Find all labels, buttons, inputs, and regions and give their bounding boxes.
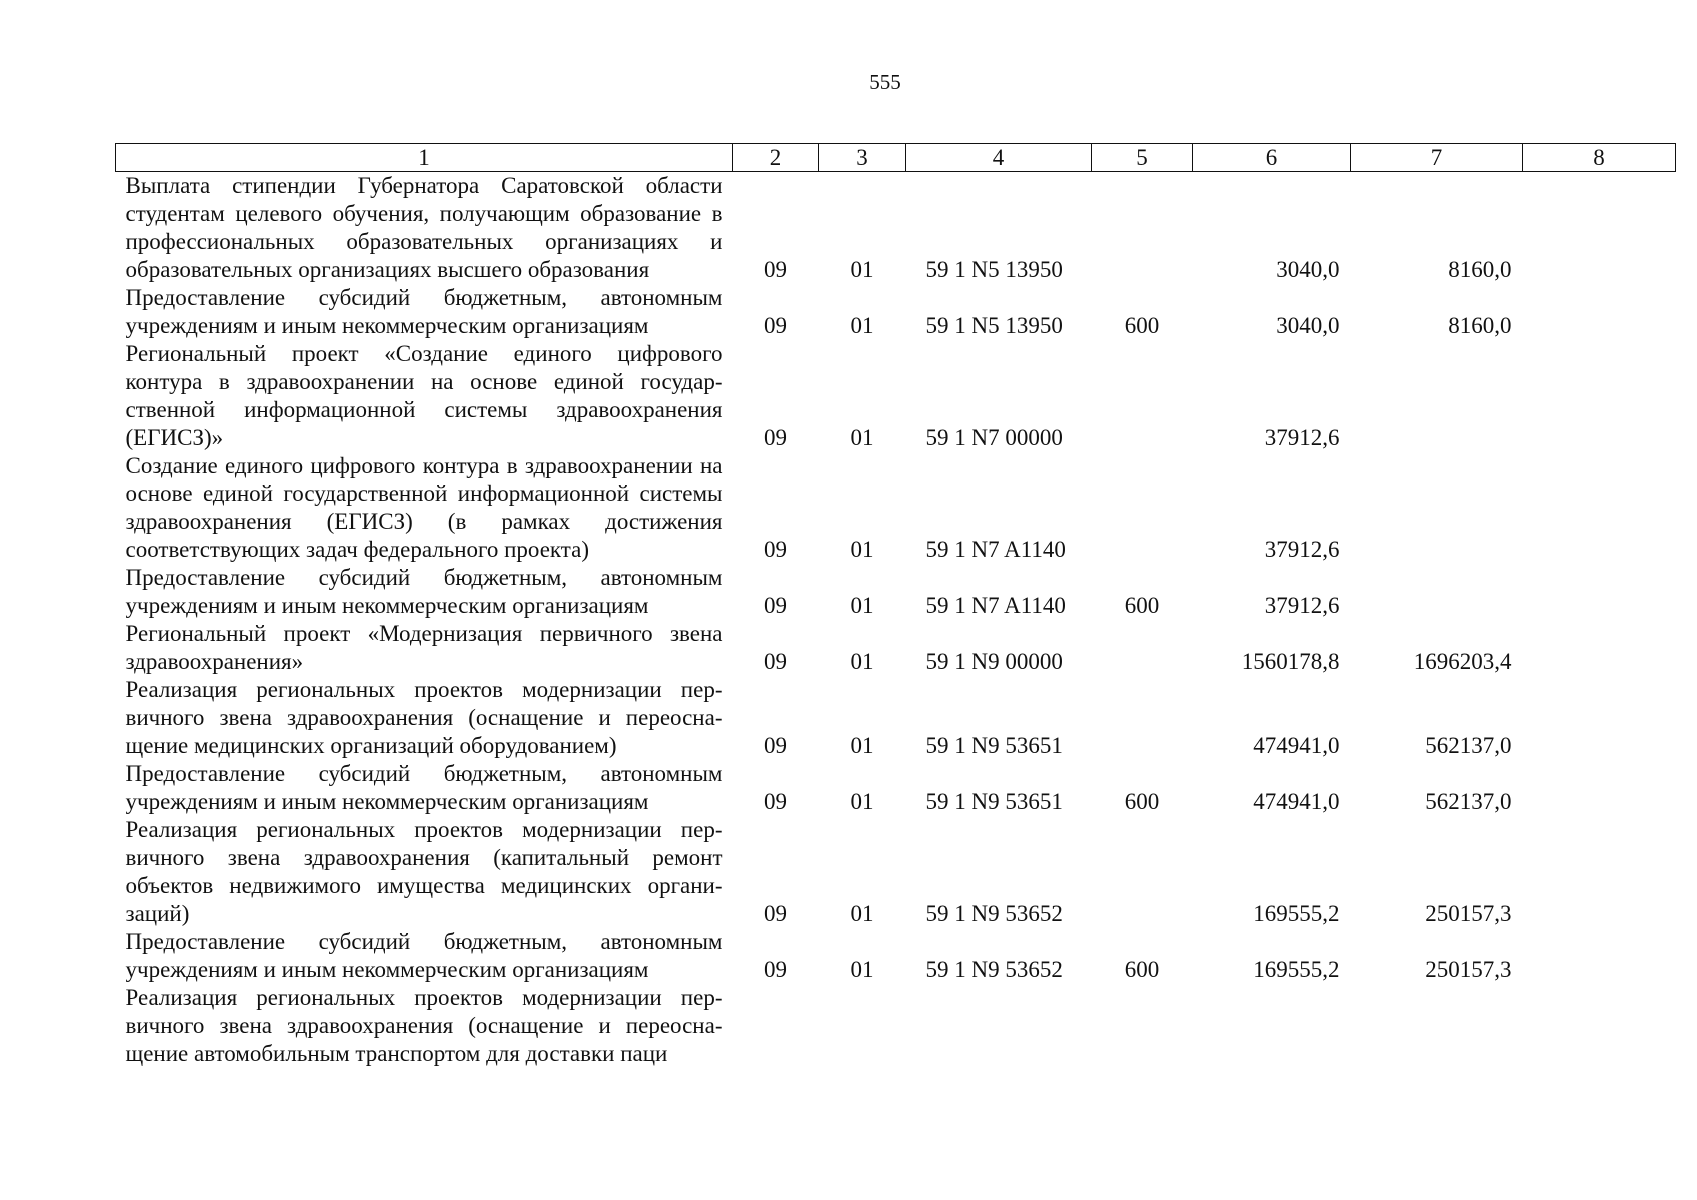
cell-description: Региональный проект «Создание единого цифрового контура в здравоохранении на основе единой государственной информационной системы здравоохранения (ЕГИСЗ)» <box>125 341 723 450</box>
cell-description: Реализация региональных проектов модернизации первичного звена здравоохранения (оснащение и переоснащение автомобильным транспортом для доставки паци <box>125 985 723 1066</box>
cell-target-code: 59 1 N7 00000 <box>925 425 1063 450</box>
cell-amount-year1: 169555,2 <box>1253 957 1340 982</box>
table-row <box>116 984 1676 1068</box>
cell-section: 09 <box>764 425 787 450</box>
cell-amount-year1: 3040,0 <box>1276 257 1340 282</box>
table-row <box>116 564 1676 620</box>
cell-description: Предоставление субсидий бюджетным, автономным учреждениям и иным некоммерческим организациям <box>125 285 723 338</box>
cell-amount-year2: 8160,0 <box>1448 257 1512 282</box>
table-row <box>116 340 1676 452</box>
cell-amount-year2 <box>1351 452 1523 564</box>
cell-description: Создание единого цифрового контура в здравоохранении на основе единой государственной информационной системы здравоохранения (ЕГИСЗ) (в рамках достижения соответствующих задач федерального проекта) <box>125 453 723 562</box>
cell-section: 09 <box>764 789 787 814</box>
cell-section: 09 <box>764 313 787 338</box>
table-row <box>116 284 1676 340</box>
cell-amount-year3 <box>1523 284 1676 340</box>
header-col-2: 2 <box>733 144 819 172</box>
cell-description: Реализация региональных проектов модернизации первичного звена здравоохранения (капитальный ремонт объектов недвижимого имущества медицинских организаций) <box>125 817 723 926</box>
cell-target-code: 59 1 N9 53652 <box>925 901 1063 926</box>
cell-description: Выплата стипендии Губернатора Саратовской области студентам целевого обучения, получающим образование в профессиональных образовательных организациях и образовательных организациях высшего образования <box>125 173 723 282</box>
cell-amount-year1: 37912,6 <box>1264 425 1340 450</box>
cell-amount-year3 <box>1523 928 1676 984</box>
cell-section: 09 <box>764 649 787 674</box>
table-row <box>116 760 1676 816</box>
cell-expense-type: 600 <box>1124 593 1160 618</box>
cell-description: Региональный проект «Модернизация первичного звена здравоохранения» <box>125 621 723 674</box>
cell-amount-year3 <box>1523 984 1676 1068</box>
cell-expense-type: 600 <box>1124 789 1160 814</box>
cell-amount-year2 <box>1351 340 1523 452</box>
header-row <box>116 144 1676 172</box>
cell-description: Реализация региональных проектов модернизации первичного звена здравоохранения (оснащение и переоснащение медицинских организаций оборудованием) <box>125 677 723 758</box>
cell-subsection: 01 <box>850 789 874 814</box>
cell-amount-year3 <box>1523 340 1676 452</box>
cell-section: 09 <box>764 257 787 282</box>
cell-subsection: 01 <box>850 425 874 450</box>
cell-target-code: 59 1 N9 00000 <box>925 649 1063 674</box>
header-col-6: 6 <box>1193 144 1351 172</box>
cell-subsection <box>819 984 906 1068</box>
header-col-5: 5 <box>1092 144 1193 172</box>
cell-subsection: 01 <box>850 537 874 562</box>
cell-target-code: 59 1 N5 13950 <box>925 257 1063 282</box>
cell-expense-type <box>1092 620 1193 676</box>
cell-amount-year1: 3040,0 <box>1276 313 1340 338</box>
cell-section: 09 <box>764 901 787 926</box>
cell-amount-year3 <box>1523 620 1676 676</box>
cell-subsection: 01 <box>850 649 874 674</box>
cell-description: Предоставление субсидий бюджетным, автономным учреждениям и иным некоммерческим организациям <box>125 565 723 618</box>
page-number: 555 <box>869 70 901 94</box>
table-row <box>116 172 1676 285</box>
cell-amount-year2: 1696203,4 <box>1413 649 1512 674</box>
budget-table <box>115 143 1676 1068</box>
header-col-7: 7 <box>1351 144 1523 172</box>
cell-expense-type <box>1092 676 1193 760</box>
cell-expense-type <box>1092 172 1193 285</box>
cell-expense-type <box>1092 340 1193 452</box>
cell-amount-year2: 250157,3 <box>1425 957 1512 982</box>
cell-expense-type <box>1092 816 1193 928</box>
header-col-1: 1 <box>116 144 733 172</box>
cell-subsection: 01 <box>850 901 874 926</box>
cell-amount-year1: 1560178,8 <box>1241 649 1340 674</box>
table-row <box>116 928 1676 984</box>
cell-expense-type: 600 <box>1124 957 1160 982</box>
cell-amount-year3 <box>1523 564 1676 620</box>
cell-amount-year1 <box>1193 984 1351 1068</box>
table-row <box>116 452 1676 564</box>
cell-subsection: 01 <box>850 257 874 282</box>
cell-target-code: 59 1 N5 13950 <box>925 313 1063 338</box>
cell-expense-type <box>1092 452 1193 564</box>
cell-amount-year1: 37912,6 <box>1264 593 1340 618</box>
cell-amount-year1: 169555,2 <box>1253 901 1340 926</box>
cell-amount-year2 <box>1351 984 1523 1068</box>
cell-amount-year3 <box>1523 172 1676 285</box>
cell-section: 09 <box>764 957 787 982</box>
cell-section <box>733 984 819 1068</box>
table-row <box>116 620 1676 676</box>
cell-amount-year3 <box>1523 452 1676 564</box>
cell-target-code: 59 1 N7 A1140 <box>925 593 1066 618</box>
cell-amount-year3 <box>1523 816 1676 928</box>
table-row <box>116 816 1676 928</box>
cell-target-code <box>906 984 1092 1068</box>
cell-amount-year3 <box>1523 760 1676 816</box>
header-col-4: 4 <box>906 144 1092 172</box>
header-col-8: 8 <box>1523 144 1676 172</box>
table-header <box>116 144 1676 172</box>
cell-amount-year1: 474941,0 <box>1253 733 1340 758</box>
cell-subsection: 01 <box>850 733 874 758</box>
cell-target-code: 59 1 N9 53652 <box>925 957 1063 982</box>
cell-amount-year1: 474941,0 <box>1253 789 1340 814</box>
cell-target-code: 59 1 N9 53651 <box>925 789 1063 814</box>
cell-section: 09 <box>764 593 787 618</box>
cell-section: 09 <box>764 733 787 758</box>
cell-expense-type <box>1092 984 1193 1068</box>
table-body <box>116 172 1676 1069</box>
header-col-3: 3 <box>819 144 906 172</box>
cell-subsection: 01 <box>850 957 874 982</box>
cell-target-code: 59 1 N9 53651 <box>925 733 1063 758</box>
cell-amount-year2: 250157,3 <box>1425 901 1512 926</box>
cell-amount-year2: 8160,0 <box>1448 313 1512 338</box>
cell-amount-year2 <box>1351 564 1523 620</box>
cell-expense-type: 600 <box>1124 313 1160 338</box>
table-row <box>116 676 1676 760</box>
cell-amount-year2: 562137,0 <box>1425 733 1512 758</box>
cell-description: Предоставление субсидий бюджетным, автономным учреждениям и иным некоммерческим организациям <box>125 929 723 982</box>
cell-target-code: 59 1 N7 A1140 <box>925 537 1066 562</box>
cell-subsection: 01 <box>850 593 874 618</box>
cell-amount-year3 <box>1523 676 1676 760</box>
cell-amount-year1: 37912,6 <box>1264 537 1340 562</box>
cell-subsection: 01 <box>850 313 874 338</box>
cell-section: 09 <box>764 537 787 562</box>
cell-description: Предоставление субсидий бюджетным, автономным учреждениям и иным некоммерческим организациям <box>125 761 723 814</box>
cell-amount-year2: 562137,0 <box>1425 789 1512 814</box>
